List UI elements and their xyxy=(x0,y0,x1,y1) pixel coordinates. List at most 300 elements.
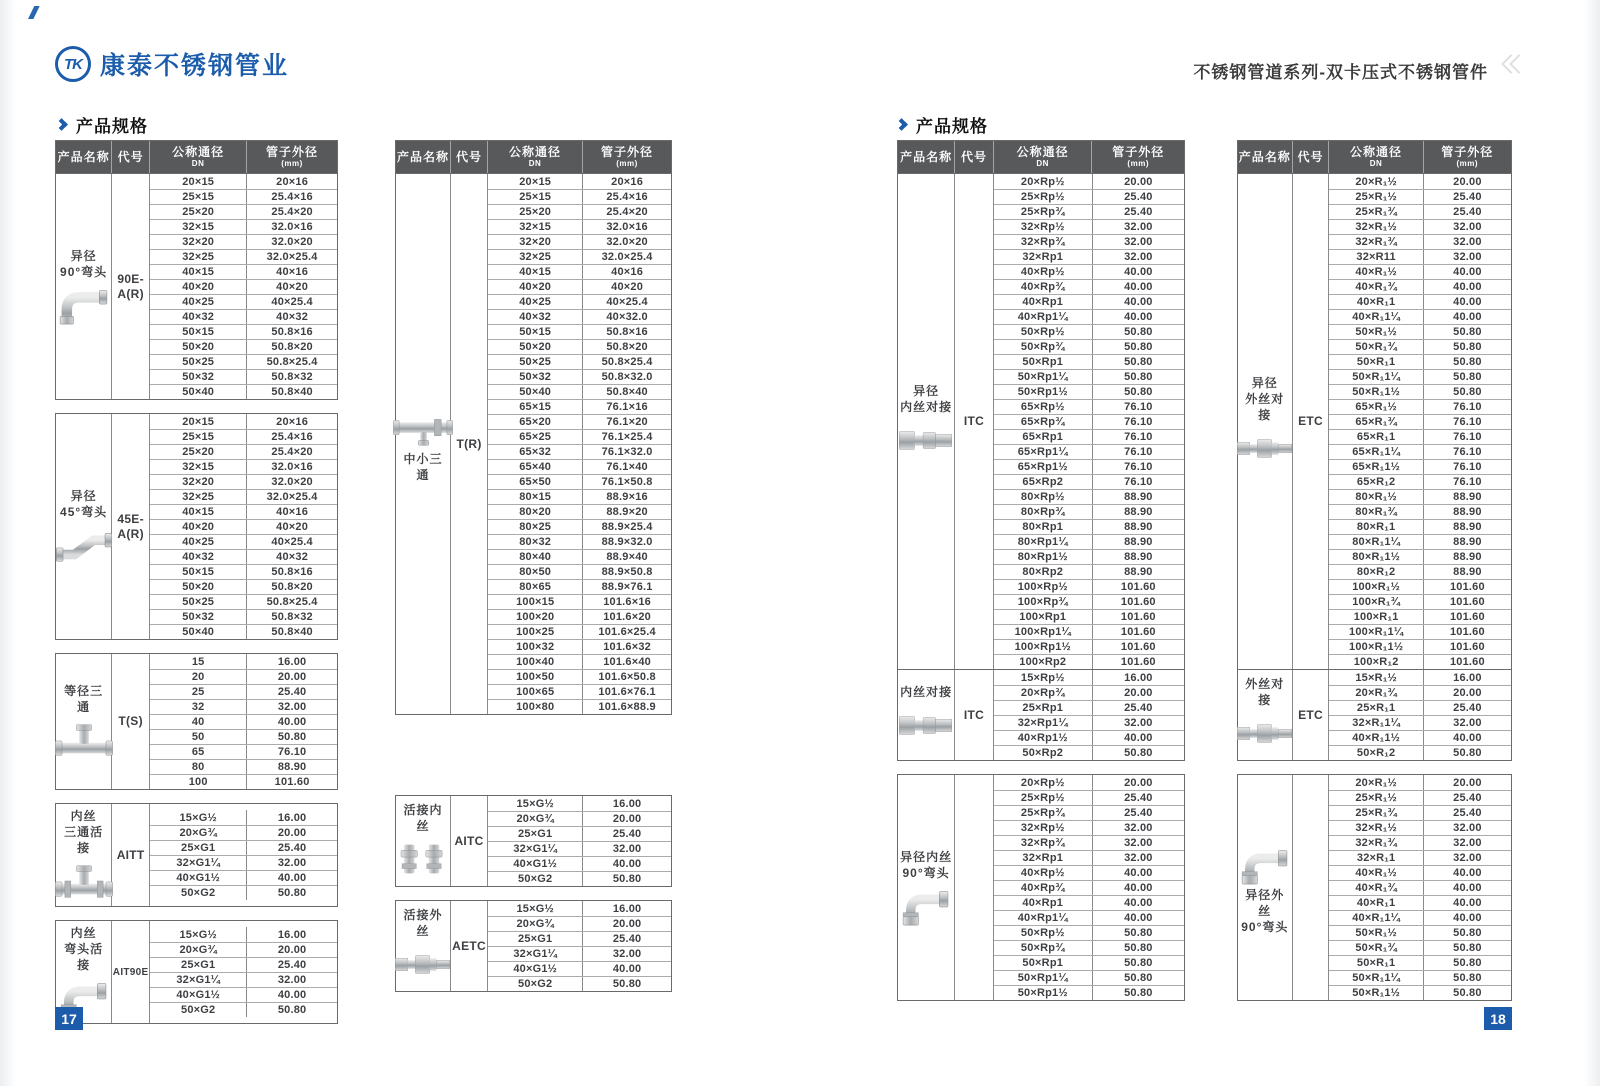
dn-value: 40×R₁1 xyxy=(1329,896,1423,910)
od-value: 88.90 xyxy=(1124,536,1153,548)
column-header-od xyxy=(1092,141,1184,173)
spec-row xyxy=(488,796,671,811)
od-value: 25.4×20 xyxy=(606,206,648,218)
dn-value: 40×R₁1¼ xyxy=(1329,310,1423,324)
dn-value: 40×15 xyxy=(150,505,247,519)
spec-row xyxy=(994,399,1184,414)
dn-value: 40 xyxy=(150,715,247,729)
spec-row xyxy=(150,414,337,429)
spec-row xyxy=(150,714,337,729)
od-value: 40×16 xyxy=(611,266,644,278)
od-value: 25.40 xyxy=(1453,191,1482,203)
dn-value: 40×Rp1½ xyxy=(994,731,1093,745)
spec-row xyxy=(150,204,337,219)
od-value: 50.8×16 xyxy=(271,326,313,338)
dn-value: 25×20 xyxy=(488,205,583,219)
spec-row xyxy=(488,279,671,294)
spec-row xyxy=(1329,609,1511,624)
spec-row xyxy=(150,609,337,624)
dn-value: 100×Rp½ xyxy=(994,580,1093,594)
product-name-line: 内丝 xyxy=(70,809,97,823)
header-label: 公称通径 xyxy=(1350,145,1403,159)
od-value: 40.00 xyxy=(612,963,642,975)
dn-value: 20×Rp½ xyxy=(994,174,1093,189)
dn-value: 50×R₁½ xyxy=(1329,926,1423,940)
header-label: (mm) xyxy=(616,159,638,168)
dn-value: 32×Rp¾ xyxy=(994,836,1093,850)
product-name-line: 90°弯头 xyxy=(60,264,108,279)
dn-value: 40×R₁1½ xyxy=(1329,731,1423,745)
header-label: DN xyxy=(528,159,542,168)
spec-row xyxy=(994,414,1184,429)
spec-row xyxy=(994,730,1184,745)
spec-row xyxy=(488,624,671,639)
elbow-45-icon xyxy=(53,524,115,566)
coupling-female-icon xyxy=(895,704,957,746)
spec-row xyxy=(994,579,1184,594)
dn-value: 20×Rp½ xyxy=(994,775,1093,790)
spec-row xyxy=(488,901,671,916)
od-value: 50.80 xyxy=(1124,341,1153,353)
od-value: 40.00 xyxy=(1453,311,1482,323)
product-name xyxy=(60,248,107,280)
dn-value: 40×Rp1¼ xyxy=(994,310,1093,324)
column-header-od xyxy=(1424,141,1511,173)
spec-row xyxy=(994,474,1184,489)
spec-row xyxy=(994,519,1184,534)
dn-value: 50×25 xyxy=(150,595,247,609)
spec-row xyxy=(994,895,1184,910)
od-value: 101.60 xyxy=(1449,581,1485,593)
dn-value: 32×G1¼ xyxy=(150,856,247,870)
dn-value: 20×15 xyxy=(488,174,583,189)
product-name-line: 活接内丝 xyxy=(403,803,443,833)
od-value: 32.0×16 xyxy=(271,461,313,473)
spec-row xyxy=(488,579,671,594)
dn-value: 40×Rp¾ xyxy=(994,280,1093,294)
od-value: 40.00 xyxy=(1453,281,1482,293)
spec-row xyxy=(1329,835,1511,850)
dn-value: 25×20 xyxy=(150,205,247,219)
spec-row xyxy=(1329,534,1511,549)
od-value: 76.1×20 xyxy=(606,416,648,428)
dn-value: 50×G2 xyxy=(488,977,583,991)
dn-value: 80×40 xyxy=(488,550,583,564)
product-code: AIT90E xyxy=(112,966,149,978)
corner-accent-icon xyxy=(28,6,46,19)
spec-row xyxy=(994,910,1184,925)
od-value: 50.8×20 xyxy=(271,581,313,593)
dn-value: 80 xyxy=(150,760,247,774)
od-value: 88.90 xyxy=(1453,521,1482,533)
od-value: 76.10 xyxy=(1453,476,1482,488)
spec-row xyxy=(150,684,337,699)
dn-value: 50×R₁1 xyxy=(1329,355,1423,369)
spec-row xyxy=(1329,324,1511,339)
spec-row xyxy=(994,639,1184,654)
product-name-cell xyxy=(898,670,955,760)
spec-row xyxy=(994,384,1184,399)
dn-value: 32×15 xyxy=(488,220,583,234)
dn-value: 50×15 xyxy=(488,325,583,339)
dn-value: 80×65 xyxy=(488,580,583,594)
column-header-product xyxy=(1238,141,1293,173)
od-value: 40.00 xyxy=(1453,882,1482,894)
header-label: 代号 xyxy=(456,149,483,164)
od-value: 50.80 xyxy=(1453,957,1482,969)
spec-row xyxy=(1329,685,1511,700)
od-value: 40×32 xyxy=(276,551,309,563)
od-value: 32.00 xyxy=(1124,822,1153,834)
spec-row xyxy=(994,264,1184,279)
dn-value: 50×R₁½ xyxy=(1329,325,1423,339)
spec-row xyxy=(994,534,1184,549)
spec-row xyxy=(994,880,1184,895)
od-value: 101.60 xyxy=(1449,611,1485,623)
product-name xyxy=(58,683,109,715)
spec-row xyxy=(150,957,337,972)
spec-row xyxy=(488,564,671,579)
spec-column xyxy=(395,140,672,992)
spec-row xyxy=(1329,414,1511,429)
spec-row xyxy=(150,972,337,987)
dn-value: 65 xyxy=(150,745,247,759)
dn-value: 40×Rp¾ xyxy=(994,881,1093,895)
dn-value: 50×R₁2 xyxy=(1329,746,1423,760)
dn-value: 32×15 xyxy=(150,460,247,474)
product-code: T(S) xyxy=(118,714,143,728)
dn-value: 65×50 xyxy=(488,475,583,489)
dn-value: 25×15 xyxy=(488,190,583,204)
product-code-cell xyxy=(112,174,150,399)
od-value: 50.80 xyxy=(1124,942,1153,954)
brand-name: 康泰不锈钢管业 xyxy=(100,52,290,80)
od-value: 88.90 xyxy=(1453,566,1482,578)
dn-value: 65×40 xyxy=(488,460,583,474)
dn-value: 65×R₁½ xyxy=(1329,400,1423,414)
dn-value: 80×15 xyxy=(488,490,583,504)
od-value: 50.8×16 xyxy=(606,326,648,338)
dn-value: 50×Rp1½ xyxy=(994,385,1093,399)
dn-value: 32×25 xyxy=(150,490,247,504)
spec-row xyxy=(994,549,1184,564)
od-value: 40.00 xyxy=(1124,897,1153,909)
tee-equal-icon xyxy=(53,719,115,761)
product-name-line: 内丝对接 xyxy=(900,685,953,699)
od-value: 32.00 xyxy=(1453,837,1482,849)
od-value: 16.00 xyxy=(612,902,642,915)
od-value: 32.0×25.4 xyxy=(601,251,653,263)
header-label: 公称通径 xyxy=(172,145,225,159)
od-value: 50.80 xyxy=(1124,972,1153,984)
od-value: 32.0×16 xyxy=(606,221,648,233)
dn-value: 25×R₁1 xyxy=(1329,701,1423,715)
dn-value: 50×R₁1¼ xyxy=(1329,370,1423,384)
od-value: 32.00 xyxy=(1453,717,1482,729)
spec-row xyxy=(1329,940,1511,955)
spec-row xyxy=(488,294,671,309)
od-value: 32.00 xyxy=(1124,236,1153,248)
table-header-row xyxy=(55,140,338,173)
spec-row xyxy=(1329,549,1511,564)
dn-value: 50×32 xyxy=(150,370,247,384)
spec-row xyxy=(994,594,1184,609)
od-value: 76.10 xyxy=(1453,461,1482,473)
header-label: 产品名称 xyxy=(57,149,110,164)
dn-value: 20×15 xyxy=(150,414,247,429)
product-name-cell xyxy=(898,775,955,1000)
od-value: 88.90 xyxy=(1124,551,1153,563)
spec-row xyxy=(488,594,671,609)
spec-table-section xyxy=(396,901,671,991)
spec-row xyxy=(488,174,671,189)
od-value: 50.80 xyxy=(612,873,642,885)
dn-value: 20×Rp¾ xyxy=(994,686,1093,700)
od-value: 16.00 xyxy=(1124,671,1153,684)
product-code: A(R) xyxy=(117,526,144,541)
spec-row xyxy=(994,805,1184,820)
od-value: 25.40 xyxy=(1124,191,1153,203)
dn-value: 80×R₁1 xyxy=(1329,520,1423,534)
spec-table-section xyxy=(898,669,1184,760)
dn-value: 100×R₁1 xyxy=(1329,610,1423,624)
product-name-cell xyxy=(1238,775,1293,1000)
spec-column xyxy=(55,140,338,1024)
spec-row xyxy=(994,189,1184,204)
od-value: 50.80 xyxy=(1124,326,1153,338)
product-name-cell xyxy=(56,174,112,399)
product-code: 90E- xyxy=(117,271,144,286)
spec-row xyxy=(1329,820,1511,835)
od-value: 50.8×32 xyxy=(271,611,313,623)
spec-row xyxy=(1329,880,1511,895)
od-value: 25.40 xyxy=(612,828,642,840)
od-value: 16.00 xyxy=(277,811,307,824)
spec-row xyxy=(150,219,337,234)
dn-value: 40×R₁¾ xyxy=(1329,280,1423,294)
od-value: 32.0×20 xyxy=(271,476,313,488)
dn-value: 80×20 xyxy=(488,505,583,519)
od-value: 32.00 xyxy=(1124,837,1153,849)
product-name xyxy=(900,849,952,881)
spec-row xyxy=(150,249,337,264)
column-header-code xyxy=(112,141,150,173)
od-value: 101.60 xyxy=(1120,611,1156,623)
spec-row xyxy=(1329,249,1511,264)
dn-value: 40×32 xyxy=(150,310,247,324)
spec-row xyxy=(994,970,1184,985)
dn-value: 80×25 xyxy=(488,520,583,534)
od-value: 50.8×32 xyxy=(271,371,313,383)
od-value: 20×16 xyxy=(611,175,644,188)
od-value: 76.10 xyxy=(1453,431,1482,443)
spec-row xyxy=(994,850,1184,865)
dn-value: 40×32 xyxy=(150,550,247,564)
spec-row xyxy=(994,564,1184,579)
od-value: 20×16 xyxy=(276,175,309,188)
spec-row xyxy=(488,444,671,459)
od-value: 20.00 xyxy=(277,944,307,956)
dn-value: 32×R₁½ xyxy=(1329,821,1423,835)
dn-value: 50×G2 xyxy=(150,1003,247,1017)
od-value: 25.40 xyxy=(277,686,307,698)
od-value: 25.40 xyxy=(1453,206,1482,218)
dn-value: 25×R₁¾ xyxy=(1329,205,1423,219)
spec-row xyxy=(994,294,1184,309)
header-label: 代号 xyxy=(960,149,987,164)
table-header-row xyxy=(897,140,1185,173)
od-value: 20.00 xyxy=(1124,175,1153,188)
dn-value: 40×Rp½ xyxy=(994,265,1093,279)
dn-value: 25×Rp1 xyxy=(994,701,1093,715)
dn-value: 65×Rp1½ xyxy=(994,460,1093,474)
od-value: 50.8×20 xyxy=(606,341,648,353)
spec-row xyxy=(488,504,671,519)
od-value: 16.00 xyxy=(612,797,642,810)
od-value: 50.80 xyxy=(1453,386,1482,398)
spec-table xyxy=(55,653,338,790)
spec-row xyxy=(488,916,671,931)
product-name xyxy=(900,684,952,700)
spec-row xyxy=(488,699,671,714)
od-value: 101.6×20 xyxy=(603,611,651,623)
spec-row xyxy=(994,835,1184,850)
spec-table-section xyxy=(396,174,671,714)
spec-row xyxy=(994,609,1184,624)
od-value: 25.40 xyxy=(277,959,307,971)
od-value: 50.80 xyxy=(1453,371,1482,383)
dn-value: 100×R₁¾ xyxy=(1329,595,1423,609)
spec-row xyxy=(150,855,337,870)
dn-value: 25×15 xyxy=(150,430,247,444)
spec-row xyxy=(488,976,671,991)
dn-value: 65×R₁2 xyxy=(1329,475,1423,489)
dn-value: 32×R₁¾ xyxy=(1329,836,1423,850)
product-name xyxy=(58,925,109,973)
spec-row xyxy=(488,414,671,429)
dn-value: 65×32 xyxy=(488,445,583,459)
od-value: 88.90 xyxy=(1453,551,1482,563)
header-label: 管子外径 xyxy=(600,145,653,159)
product-name-line: 90°弯头 xyxy=(902,865,950,880)
dn-value: 80×R₁¾ xyxy=(1329,505,1423,519)
dn-value: 65×R₁¾ xyxy=(1329,415,1423,429)
od-value: 40×25.4 xyxy=(271,536,313,548)
spec-row xyxy=(150,519,337,534)
spec-row xyxy=(1329,790,1511,805)
spec-row xyxy=(150,885,337,900)
spec-row xyxy=(994,865,1184,880)
od-value: 76.1×50.8 xyxy=(601,476,653,488)
dn-value: 32×Rp1¼ xyxy=(994,716,1093,730)
product-name xyxy=(1240,676,1290,708)
spec-table-section xyxy=(898,775,1184,1000)
spec-row xyxy=(1329,429,1511,444)
tee-union-icon xyxy=(53,860,115,902)
od-value: 50.80 xyxy=(277,1004,307,1016)
spec-row xyxy=(1329,204,1511,219)
spec-row xyxy=(150,840,337,855)
product-code-cell xyxy=(112,414,150,639)
dn-value: 65×R₁1¼ xyxy=(1329,445,1423,459)
spec-row xyxy=(150,384,337,399)
od-value: 40×20 xyxy=(276,521,309,533)
dn-value: 100×Rp1 xyxy=(994,610,1093,624)
dn-value: 20×R₁¾ xyxy=(1329,686,1423,700)
spec-row xyxy=(994,204,1184,219)
od-value: 50.80 xyxy=(1453,356,1482,368)
product-name xyxy=(398,907,448,939)
od-value: 50.80 xyxy=(1124,747,1153,759)
od-value: 25.40 xyxy=(612,933,642,945)
spec-row xyxy=(1329,444,1511,459)
spec-row xyxy=(1329,925,1511,940)
product-name-line: 三通活接 xyxy=(64,825,104,855)
spec-row xyxy=(488,811,671,826)
product-code-cell xyxy=(1293,775,1330,1000)
reducing-coupling-male-icon xyxy=(1234,427,1296,469)
spec-row xyxy=(150,324,337,339)
od-value: 88.90 xyxy=(1453,491,1482,503)
dn-value: 40×Rp½ xyxy=(994,866,1093,880)
product-name xyxy=(58,808,109,856)
product-name-cell xyxy=(1238,174,1293,669)
od-value: 40.00 xyxy=(612,858,642,870)
product-name-line: 45°弯头 xyxy=(60,504,108,519)
spec-row xyxy=(488,204,671,219)
od-value: 101.60 xyxy=(1120,596,1156,608)
dn-value: 50×40 xyxy=(150,385,247,399)
od-value: 40.00 xyxy=(1453,912,1482,924)
dn-value: 50×G2 xyxy=(488,872,583,886)
dn-value: 65×Rp½ xyxy=(994,400,1093,414)
column-header-od xyxy=(583,141,671,173)
arrow-icon xyxy=(895,118,908,131)
od-value: 50.80 xyxy=(1453,972,1482,984)
product-name-line: 外丝对接 xyxy=(1245,391,1285,422)
od-value: 25.4×16 xyxy=(271,191,313,203)
section-title-text: 产品规格 xyxy=(916,117,988,136)
dn-value: 50×15 xyxy=(150,565,247,579)
product-code-cell xyxy=(112,654,150,789)
spec-table xyxy=(897,173,1185,761)
spec-row xyxy=(488,519,671,534)
dn-value: 80×Rp1 xyxy=(994,520,1093,534)
od-value: 76.10 xyxy=(1124,416,1153,428)
od-value: 40.00 xyxy=(1453,897,1482,909)
spec-row xyxy=(488,549,671,564)
od-value: 16.00 xyxy=(277,928,307,941)
spec-row xyxy=(488,639,671,654)
spec-row xyxy=(1329,670,1511,685)
spec-row xyxy=(994,820,1184,835)
spec-table-section xyxy=(56,654,337,789)
od-value: 40×25.4 xyxy=(606,296,648,308)
dn-value: 25×G1 xyxy=(150,841,247,855)
od-value: 40×20 xyxy=(611,281,644,293)
od-value: 40.00 xyxy=(1124,266,1153,278)
od-value: 40.00 xyxy=(1124,281,1153,293)
product-code: AITT xyxy=(116,847,145,862)
od-value: 40×20 xyxy=(276,281,309,293)
product-code: A(R) xyxy=(117,286,144,301)
dn-value: 25×Rp¾ xyxy=(994,806,1093,820)
dn-value: 40×G1½ xyxy=(488,962,583,976)
elbow-90-icon xyxy=(53,284,115,326)
spec-row xyxy=(994,745,1184,760)
dn-value: 80×R₁1¼ xyxy=(1329,535,1423,549)
product-name-cell xyxy=(396,901,451,991)
